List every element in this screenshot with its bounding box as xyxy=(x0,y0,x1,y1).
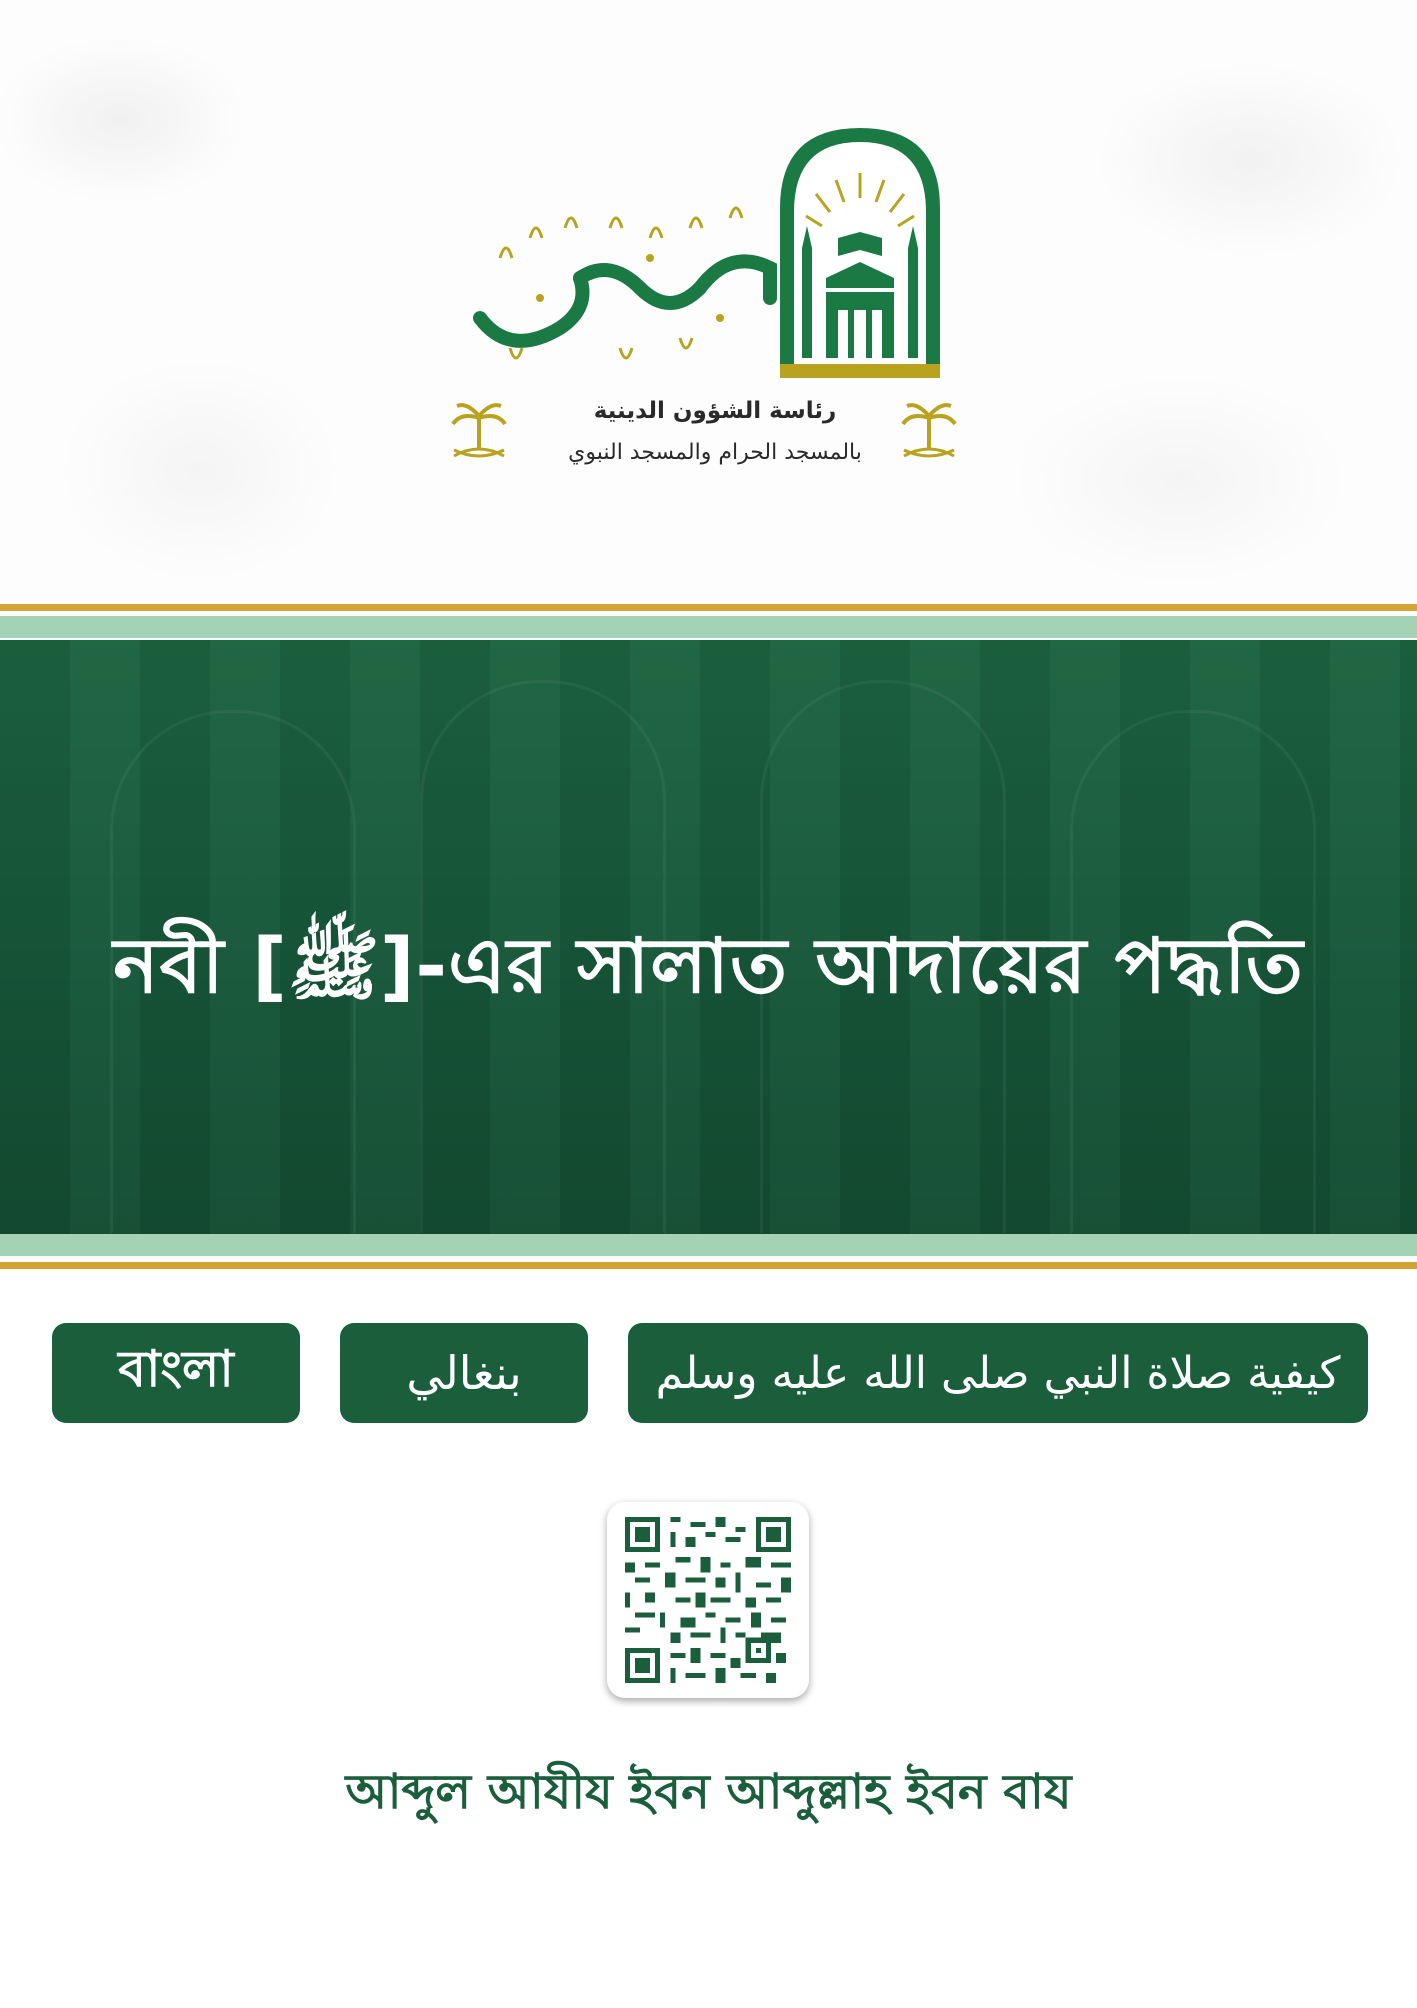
author-name: আব্দুল আযীয ইবন আব্দুল্লাহ ইবন বায xyxy=(345,1764,1072,1820)
arabic-title-label: كيفية صلاة النبي صلى الله عليه وسلم xyxy=(628,1323,1368,1423)
qr-code[interactable] xyxy=(607,1502,809,1698)
language-label-arabic: بنغالي xyxy=(340,1323,588,1423)
title-banner xyxy=(0,640,1417,1234)
haramain-logo xyxy=(450,128,970,488)
top-gold-stripe xyxy=(0,604,1417,611)
presidency-subtitle: بالمسجد الحرام والمسجد النبوي xyxy=(568,440,862,465)
language-label-bengali: বাংলা xyxy=(52,1323,300,1423)
bottom-mint-stripe xyxy=(0,1234,1417,1256)
book-title: নবী [ﷺ]-এর সালাত আদায়ের পদ্ধতি xyxy=(113,921,1304,1010)
top-mint-stripe xyxy=(0,616,1417,638)
haramain-emblem-icon xyxy=(450,128,970,488)
qr-code-icon xyxy=(625,1517,791,1683)
presidency-name: رئاسة الشؤون الدينية xyxy=(593,398,837,424)
bottom-gold-stripe xyxy=(0,1262,1417,1269)
